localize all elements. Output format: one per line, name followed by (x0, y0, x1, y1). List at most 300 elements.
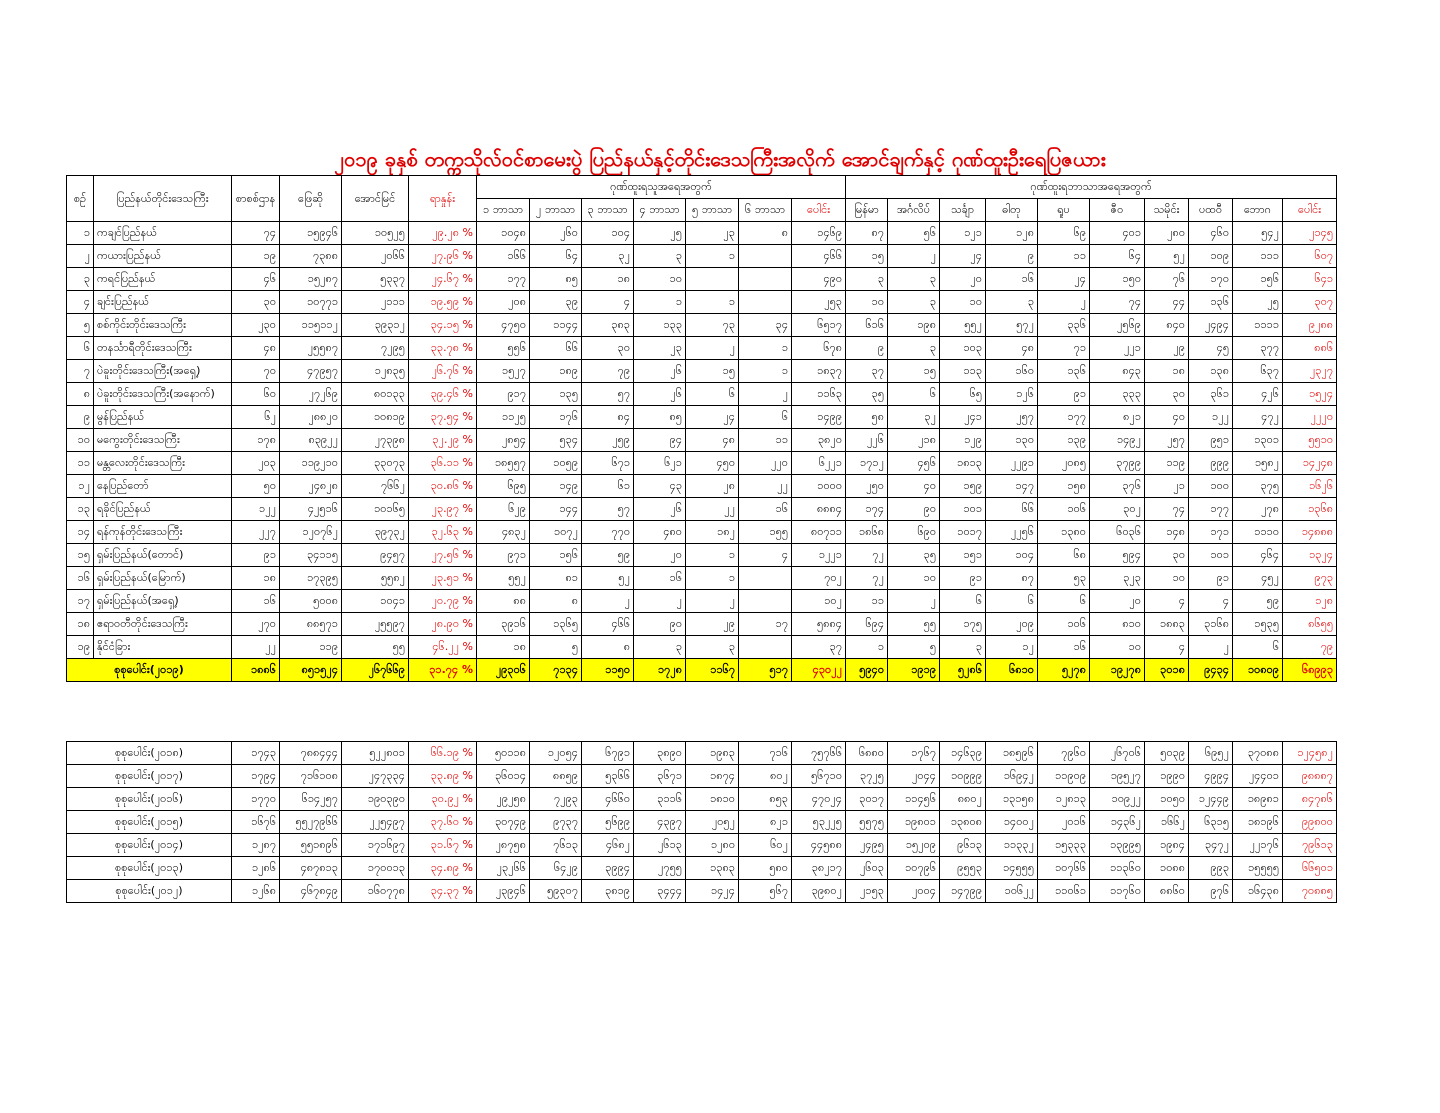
row-subject: ၂၀ (1090, 590, 1145, 613)
row-distinction: ၁၆ (634, 567, 686, 590)
table-row (67, 636, 1337, 659)
summary-sat: ၇၁၆၁၀၈ (280, 765, 342, 788)
row-subject: ၁၀၁ (940, 498, 986, 521)
row-subject-total: ၁၆၂၆ (1283, 475, 1337, 498)
row-percent: ၃၇.၅၄ % (409, 406, 477, 429)
row-subject: ၃၅ (888, 544, 940, 567)
row-subject: ၁၄၇ (986, 475, 1038, 498)
row-centers: ၄၈ (232, 337, 280, 360)
row-region: ရန်ကုန်တိုင်းဒေသကြီး (94, 521, 232, 544)
row-subject: ၄ (1189, 590, 1233, 613)
row-distinction: ၈ (739, 222, 792, 245)
row-centers: ၁၇၈ (232, 429, 280, 452)
row-no: ၂ (67, 245, 94, 268)
total-subject: ၅၉၄၀ (846, 659, 888, 682)
row-subject: ၂၁၈ (888, 429, 940, 452)
summary-subject: ၂၆၇၀၆ (1090, 742, 1145, 765)
row-subject: ၁၀၄ (986, 544, 1038, 567)
row-subject: ၅၅၂ (940, 314, 986, 337)
row-distinction: ၂၀၈ (477, 291, 530, 314)
summary-subject: ၁၅၂၀၉ (888, 834, 940, 857)
row-sat: ၁၀၇၇၁ (280, 291, 342, 314)
row-subject: ၇၆ (1145, 268, 1189, 291)
row-distinction: ၂၈ (686, 475, 739, 498)
row-subject-total: ၉၇၃ (1283, 567, 1337, 590)
summary-subject: ၁၁၉၀၉ (1038, 765, 1090, 788)
row-percent: ၃၂.၂၉ % (409, 429, 477, 452)
row-distinction: ၃၉၁၆ (477, 613, 530, 636)
table-row (67, 383, 1337, 406)
row-subject: ၆၄ (1090, 245, 1145, 268)
summary-subject: ၈၈၀၂ (940, 788, 986, 811)
row-centers: ၂၀၃ (232, 452, 280, 475)
summary-label: စုစုပေါင်း(၂၀၁၇) (67, 765, 232, 788)
row-region: ကရင်ပြည်နယ် (94, 268, 232, 291)
summary-distinction: ၁၂၈၀ (686, 834, 739, 857)
row-no: ၁ (67, 222, 94, 245)
row-distinction: ၅၉ (582, 544, 634, 567)
row-centers: ၁၉ (232, 245, 280, 268)
row-subject: ၁၀၃ (940, 337, 986, 360)
row-subject: ၁၀၆ (1038, 498, 1090, 521)
row-percent: ၃၂.၆၃ % (409, 521, 477, 544)
row-subject: ၆၉၄ (846, 613, 888, 636)
row-sat: ၂၇၂၆၉ (280, 383, 342, 406)
summary-subject: ၁၄၆၃၉ (940, 742, 986, 765)
summary-distinction: ၂၃၉၄၆ (477, 880, 530, 903)
row-distinction: ၂၆ (634, 383, 686, 406)
header-centers: စာစစ်ဌာန (232, 176, 280, 222)
summary-subject: ၁၀၉၉၉ (940, 765, 986, 788)
row-distinction: ၁၄၄ (530, 498, 582, 521)
summary-distinction: ၁၈၁၀ (686, 788, 739, 811)
summary-subject: ၁၉၈၄ (1145, 834, 1189, 857)
row-distinction: ၅၃၄ (530, 429, 582, 452)
row-subject: ၃၇၇ (1233, 337, 1283, 360)
row-distinction: ၄၆၆ (582, 613, 634, 636)
row-subject-total: ၆၀၇ (1283, 245, 1337, 268)
summary-distinction: ၅၀၁၁၈ (477, 742, 530, 765)
summary-distinction-total: ၃၈၂၁၇ (792, 857, 846, 880)
row-subject: ၂၅၇ (986, 406, 1038, 429)
summary-centers: ၁၇၇၀ (232, 788, 280, 811)
row-subject: ၃၇၉၉ (1090, 452, 1145, 475)
row-distinction (739, 590, 792, 613)
summary-subject: ၂၄၉၅ (846, 834, 888, 857)
summary-row (67, 742, 1337, 765)
row-distinction: ၈၈ (477, 590, 530, 613)
row-subject: ၁၇၀ (1189, 268, 1233, 291)
row-sat: ၂၈၈၂၀ (280, 406, 342, 429)
row-distinction: ၂၄ (686, 406, 739, 429)
summary-label: စုစုပေါင်း(၂၀၁၄) (67, 834, 232, 857)
row-sat: ၁၅၂၈၇ (280, 268, 342, 291)
row-subject: ၂ (888, 245, 940, 268)
row-distinction: ၁၁၄၄ (530, 314, 582, 337)
row-sat: ၁၁၉ (280, 636, 342, 659)
summary-distinction-total: ၅၃၂၂၅ (792, 811, 846, 834)
header-distinction-col (582, 199, 634, 222)
row-subject-total: ၁၄၈၈၈ (1283, 521, 1337, 544)
row-distinction: ၆၁ (582, 475, 634, 498)
row-region: နိုင်ငံခြား (94, 636, 232, 659)
summary-distinction: ၃၁၁၆ (634, 788, 686, 811)
row-subject: ၁၁၁၁ (1233, 314, 1283, 337)
summary-passed: ၅၂၂၈၀၁ (342, 742, 409, 765)
summary-subject: ၁၉၅၂၇ (1090, 765, 1145, 788)
table-row (67, 567, 1337, 590)
row-distinction-total: ၁၈၃၇ (792, 360, 846, 383)
row-distinction: ၃ (634, 245, 686, 268)
row-distinction-total: ၁၁၆၃ (792, 383, 846, 406)
header-subject-col: ပထဝီ (1189, 199, 1233, 222)
table-row (67, 222, 1337, 245)
summary-distinction: ၈၅၃ (739, 788, 792, 811)
header-percent: ရာနှုန်း (409, 176, 477, 222)
row-subject: ၉၁ (1189, 567, 1233, 590)
row-distinction (686, 268, 739, 291)
row-subject: ၁၁ (1038, 245, 1090, 268)
row-distinction: ၂ (686, 337, 739, 360)
row-distinction: ၂၆၀ (530, 222, 582, 245)
row-distinction: ၂၉ (686, 613, 739, 636)
row-subject: ၆ (940, 590, 986, 613)
summary-distinction: ၂၉၂၅၈ (477, 788, 530, 811)
total-centers: ၁၈၈၆ (232, 659, 280, 682)
row-subject: ၅၉ (1233, 590, 1283, 613)
row-percent: ၃၀.၈၆ % (409, 475, 477, 498)
summary-subject: ၁၀၈၈ (1145, 857, 1189, 880)
row-subject: ၂၉ (1145, 337, 1189, 360)
row-distinction: ၆ (686, 383, 739, 406)
total-subject: ၅၂၇၈ (1038, 659, 1090, 682)
summary-sat: ၄၈၇၈၁၃ (280, 857, 342, 880)
row-subject: ၁၅၆ (1233, 268, 1283, 291)
summary-subject: ၁၁၃၆၀ (1090, 857, 1145, 880)
row-distinction: ၃၈၃ (582, 314, 634, 337)
summary-row (67, 765, 1337, 788)
row-subject: ၃ (846, 268, 888, 291)
summary-subject-total: ၇၀၈၈၅ (1283, 880, 1337, 903)
row-subject: ၁၇၅ (940, 613, 986, 636)
row-distinction: ၆၂၉ (477, 498, 530, 521)
row-subject: ၃၃၃ (1090, 383, 1145, 406)
header-distinction-sub: ဘာသာ (492, 203, 523, 216)
summary-subject: ၁၃၉၉၅ (1090, 834, 1145, 857)
row-distinction: ၇၉ (582, 360, 634, 383)
summary-sat: ၅၅၂၇၉၆၆ (280, 811, 342, 834)
header-distinction-sub: ဘာသာ (754, 203, 785, 216)
summary-distinction-total: ၅၆၇၁၀ (792, 765, 846, 788)
row-passed: ၁၂၈၃၅ (342, 360, 409, 383)
summary-subject: ၉၉၃ (1189, 857, 1233, 880)
row-subject: ၇၄ (1145, 498, 1189, 521)
row-subject: ၂၅၀ (846, 475, 888, 498)
row-subject: ၇၂ (846, 544, 888, 567)
row-centers: ၃၀ (232, 291, 280, 314)
row-percent: ၂၃.၉၇ % (409, 498, 477, 521)
row-distinction: ၂၂ (739, 475, 792, 498)
row-distinction: ၈၄ (582, 406, 634, 429)
row-subject: ၁၂၆ (986, 383, 1038, 406)
summary-distinction: ၃၀၇၄၉ (477, 811, 530, 834)
summary-percent: ၃၇.၆၀ % (409, 811, 477, 834)
row-subject: ၃၅ (846, 383, 888, 406)
header-distinction-col (530, 199, 582, 222)
total-subject: ၃၀၁၈ (1145, 659, 1189, 682)
row-centers: ၂၂ (232, 636, 280, 659)
summary-distinction: ၁၈၇၄ (686, 765, 739, 788)
row-centers: ၅၀ (232, 475, 280, 498)
row-region: စစ်ကိုင်းတိုင်းဒေသကြီး (94, 314, 232, 337)
summary-subject: ၁၁၀၆၁ (1038, 880, 1090, 903)
row-subject: ၁၃၀၁ (1233, 429, 1283, 452)
header-distinction-count: ၅ (692, 203, 699, 216)
row-subject: ၁၀ (940, 291, 986, 314)
row-subject: ၄၅ (1189, 337, 1233, 360)
row-distinction: ၁၅ (686, 360, 739, 383)
header-subject-col: ဘောဂ (1233, 199, 1283, 222)
summary-subject: ၁၈၁၉၆ (1233, 811, 1283, 834)
summary-sat: ၇၈၈၄၄၄ (280, 742, 342, 765)
row-subject: ၁၂၂ (1189, 406, 1233, 429)
row-subject: ၁၄၉၂ (1090, 429, 1145, 452)
row-passed: ၁၀၅၂၅ (342, 222, 409, 245)
row-region: ကယားပြည်နယ် (94, 245, 232, 268)
row-passed: ၅၃၃၇ (342, 268, 409, 291)
row-subject: ၇၄ (1090, 291, 1145, 314)
total-distinction: ၇၁၃၄ (530, 659, 582, 682)
summary-subject: ၂၄၄၀၁ (1233, 765, 1283, 788)
row-distinction: ၅၅၆ (477, 337, 530, 360)
row-distinction: ၂၃ (686, 222, 739, 245)
row-subject: ၁ (846, 636, 888, 659)
table-row (67, 291, 1337, 314)
summary-sat: ၅၅၁၈၉၆ (280, 834, 342, 857)
row-subject: ၄၇၂ (1233, 406, 1283, 429)
row-subject: ၄၄ (1145, 291, 1189, 314)
row-distinction (739, 268, 792, 291)
row-distinction: ၉၁၇ (477, 383, 530, 406)
row-subject: ၆ (1038, 590, 1090, 613)
row-subject: ၃၇၅ (1233, 475, 1283, 498)
row-subject: ၃ (888, 268, 940, 291)
row-distinction: ၆၉၅ (477, 475, 530, 498)
row-subject: ၁၃၈၀ (1038, 521, 1090, 544)
summary-subject: ၂၀၁၆ (1038, 811, 1090, 834)
summary-distinction: ၈၀၂ (739, 765, 792, 788)
row-percent: ၂၈.၉၀ % (409, 613, 477, 636)
row-percent: ၄၆.၂၂ % (409, 636, 477, 659)
row-sat: ၄၇၉၅၇ (280, 360, 342, 383)
row-subject: ၁၂၉ (940, 429, 986, 452)
row-subject: ၁၈၁၃ (940, 452, 986, 475)
summary-distinction: ၈၈၅၉ (530, 765, 582, 788)
header-distinction-sub: ဘာသာ (649, 203, 680, 216)
summary-subject: ၂၀၄၄ (888, 765, 940, 788)
row-subject: ၅၇၂ (986, 314, 1038, 337)
row-subject: ၃၃၆ (1038, 314, 1090, 337)
row-subject: ၆၉ (1038, 222, 1090, 245)
row-distinction: ၇၃ (686, 314, 739, 337)
header-region: ပြည်နယ်တိုင်းဒေသကြီး (94, 176, 232, 222)
row-subject: ၃၂ (888, 406, 940, 429)
summary-subject: ၁၁၇၆၀ (1090, 880, 1145, 903)
row-subject: ၃၆၁ (1189, 383, 1233, 406)
row-subject: ၃၂၃ (1090, 567, 1145, 590)
summary-subject: ၁၅၅၅၅ (1233, 857, 1283, 880)
summary-subject: ၁၉၈၀၁ (888, 811, 940, 834)
row-subject: ၈၁၀ (1090, 613, 1145, 636)
row-subject-total: ၆၄၁ (1283, 268, 1337, 291)
row-distinction: ၈ (582, 636, 634, 659)
row-distinction: ၃၉ (530, 291, 582, 314)
row-distinction: ၂ (739, 383, 792, 406)
row-no: ၈ (67, 383, 94, 406)
header-passed: အောင်မြင် (342, 176, 409, 222)
row-subject: ၁၆ (1038, 636, 1090, 659)
summary-distinction: ၃၆၇၁ (634, 765, 686, 788)
row-region: ချင်းပြည်နယ် (94, 291, 232, 314)
row-subject: ၉ (846, 337, 888, 360)
row-distinction: ၁၄၉ (530, 475, 582, 498)
summary-subject: ၁၈၅၉၆ (986, 742, 1038, 765)
row-distinction: ၁ (686, 544, 739, 567)
row-subject: ၁၅ (846, 245, 888, 268)
header-no: စဉ် (67, 176, 94, 222)
summary-subject: ၁၀၉၂၂ (1090, 788, 1145, 811)
row-centers: ၇၀ (232, 360, 280, 383)
summary-distinction: ၆၇၉၁ (582, 742, 634, 765)
summary-distinction: ၅၉၃၀၇ (530, 880, 582, 903)
summary-subject: ၁၆၉၄၂ (986, 765, 1038, 788)
total-subject-total: ၆၈၉၉၃ (1283, 659, 1337, 682)
row-distinction-total: ၈၀၇၁၁ (792, 521, 846, 544)
row-sat: ၁၇၃၉၅ (280, 567, 342, 590)
row-subject: ၈၇ (846, 222, 888, 245)
table-row (67, 452, 1337, 475)
row-distinction: ၁ (686, 291, 739, 314)
row-centers: ၂၃၀ (232, 314, 280, 337)
row-percent: ၂၇.၅၆ % (409, 544, 477, 567)
row-distinction: ၂၂ (686, 498, 739, 521)
row-distinction: ၁၁၂၅ (477, 406, 530, 429)
row-distinction: ၈၁ (530, 567, 582, 590)
row-distinction (739, 567, 792, 590)
row-no: ၁၄ (67, 521, 94, 544)
row-percent: ၂၆.၇၆ % (409, 360, 477, 383)
row-distinction: ၄၇၅၀ (477, 314, 530, 337)
table-row (67, 337, 1337, 360)
row-subject: ၉ (986, 245, 1038, 268)
row-subject: ၁၀၆ (1038, 613, 1090, 636)
row-subject: ၂၀ (940, 268, 986, 291)
row-subject: ၂ (1038, 291, 1090, 314)
row-sat: ၂၄၈၂၈ (280, 475, 342, 498)
row-subject: ၂၂၅၆ (986, 521, 1038, 544)
row-subject: ၁၀၁၇ (940, 521, 986, 544)
row-region: ပဲခူးတိုင်းဒေသကြီး(အရှေ့) (94, 360, 232, 383)
summary-label: စုစုပေါင်း(၂၀၁၆) (67, 788, 232, 811)
row-subject-total: ၁၅၂၄ (1283, 383, 1337, 406)
header-distinction-sub: ဘာသာ (544, 203, 576, 216)
total-distinction: ၁၁၆၇ (686, 659, 739, 682)
row-subject: ၁၃၈ (1189, 360, 1233, 383)
summary-distinction: ၁၄၂၄ (686, 880, 739, 903)
row-subject: ၄၂၆ (1233, 383, 1283, 406)
row-distinction: ၄၈ (686, 429, 739, 452)
row-region: မန္တလေးတိုင်းဒေသကြီး (94, 452, 232, 475)
row-centers: ၂၇၀ (232, 613, 280, 636)
row-distinction: ၂၃ (634, 337, 686, 360)
summary-subject: ၈၈၆၀ (1145, 880, 1189, 903)
row-subject: ၁၈၆၈ (846, 521, 888, 544)
header-subject-col: သမိုင်း (1145, 199, 1189, 222)
summary-subject: ၁၁၄၅၆ (888, 788, 940, 811)
row-distinction: ၁၅၆ (530, 544, 582, 567)
summary-distinction: ၇၂၉၃ (530, 788, 582, 811)
row-percent: ၂၃.၅၁ % (409, 567, 477, 590)
row-distinction: ၁၈၅၅၇ (477, 452, 530, 475)
row-passed: ၃၉၇၃၂ (342, 521, 409, 544)
header-subject-group: ဂုဏ်ထူးရဘာသာအရေအတွက် (846, 176, 1337, 199)
row-subject: ၄၆၀ (1189, 222, 1233, 245)
row-centers: ၁၈ (232, 567, 280, 590)
summary-subject: ၂၀၀၄ (888, 880, 940, 903)
row-subject: ၈၇ (986, 567, 1038, 590)
row-subject: ၂၂၆ (846, 429, 888, 452)
summary-distinction: ၂၇၅၅ (634, 857, 686, 880)
row-percent: ၃၆.၁၁ % (409, 452, 477, 475)
row-distinction: ၁ (686, 567, 739, 590)
summary-centers: ၁၂၈၇ (232, 834, 280, 857)
total-distinction: ၁၁၅၀ (582, 659, 634, 682)
row-distinction-total: ၄၉၀ (792, 268, 846, 291)
row-subject-total: ၁၄၂၄၈ (1283, 452, 1337, 475)
total-subject: ၁၉၂၇၈ (1090, 659, 1145, 682)
header-distinction-count: ၄ (639, 203, 646, 216)
row-distinction: ၂၈၅၄ (477, 429, 530, 452)
row-no: ၉ (67, 406, 94, 429)
row-distinction: ၃၀ (582, 337, 634, 360)
row-distinction: ၄၈၀ (634, 521, 686, 544)
summary-distinction: ၆၀၂ (739, 834, 792, 857)
row-subject: ၃ (986, 291, 1038, 314)
row-subject: ၂၈၀ (1145, 222, 1189, 245)
row-subject: ၅၂ (1145, 245, 1189, 268)
row-sat: ၇၃၈၈ (280, 245, 342, 268)
table-row (67, 245, 1337, 268)
header-subject-col: ရူပ (1038, 199, 1090, 222)
summary-percent: ၃၁.၆၇ % (409, 834, 477, 857)
row-distinction: ၅၂ (582, 567, 634, 590)
header-subject-col: မြန်မာ (846, 199, 888, 222)
row-distinction: ၁၃၆၅ (530, 613, 582, 636)
total-label: စုစုပေါင်း(၂၀၁၉) (67, 659, 232, 682)
row-no: ၁၂ (67, 475, 94, 498)
row-region: ဧရာဝတီတိုင်းဒေသကြီး (94, 613, 232, 636)
row-subject-total: ၃၀၇ (1283, 291, 1337, 314)
summary-subject: ၁၅၃၃၃ (1038, 834, 1090, 857)
row-distinction: ၃၄ (739, 314, 792, 337)
row-subject: ၃ (888, 337, 940, 360)
summary-subject-total: ၇၉၆၁၃ (1283, 834, 1337, 857)
row-distinction: ၁ (634, 291, 686, 314)
summary-percent: ၃၄.၈၉ % (409, 857, 477, 880)
summary-percent: ၃၃.၈၉ % (409, 765, 477, 788)
row-subject: ၆၅ (940, 383, 986, 406)
row-centers: ၁၂၂ (232, 498, 280, 521)
